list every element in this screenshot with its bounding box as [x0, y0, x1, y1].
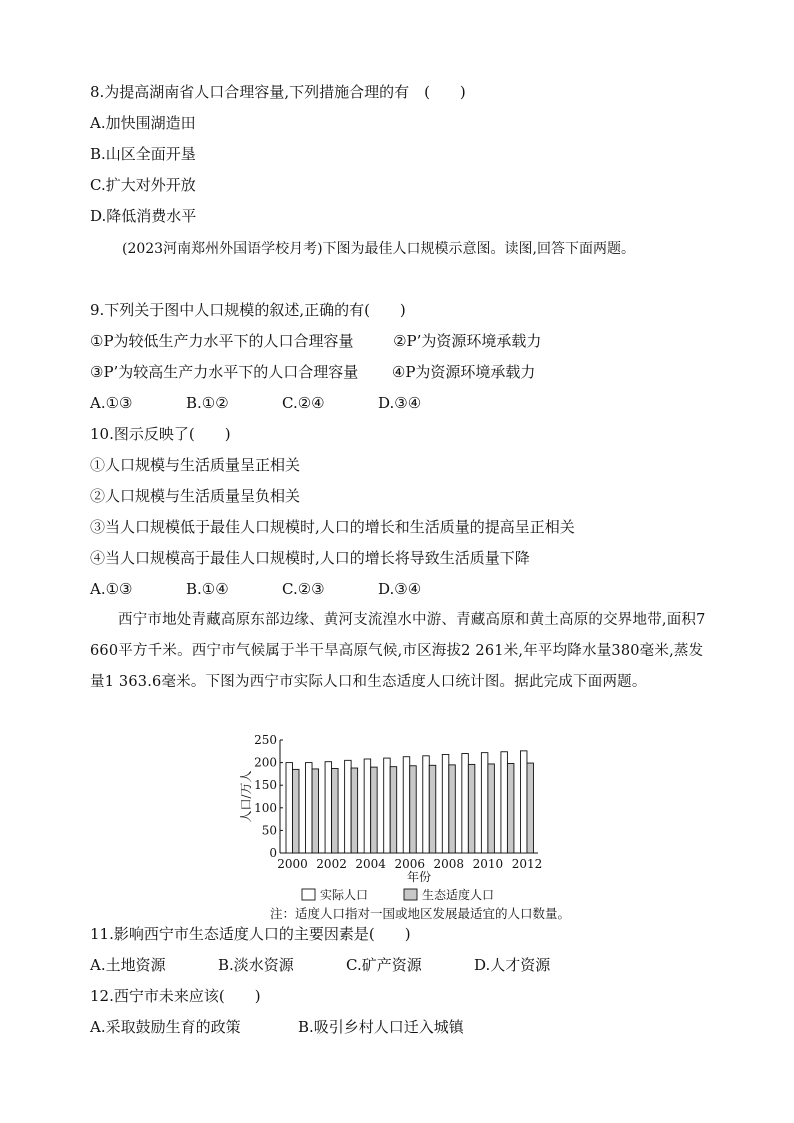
bar-actual-2004 — [364, 759, 371, 853]
bar-actual-2010 — [481, 753, 488, 853]
q9-option-c: C.②④ — [282, 394, 325, 412]
q10-statement-1: ①人口规模与生活质量呈正相关 — [90, 456, 301, 474]
x-tick-label: 2004 — [355, 857, 386, 871]
q8-option-b: B.山区全面开垦 — [90, 145, 196, 163]
q9-statement-1: ①P为较低生产力水平下的人口合理容量 — [90, 332, 354, 350]
q9-statement-row-1 — [90, 331, 541, 351]
intro-text: (2023河南郑州外国语学校月考)下图为最佳人口规模示意图。读图,回答下面两题。 — [122, 241, 636, 257]
bar-actual-2012 — [520, 751, 527, 853]
bar-ecological-2000 — [293, 769, 300, 853]
q9-statement-3: ③P’为较高生产力水平下的人口合理容量 — [90, 363, 359, 381]
y-tick-label: 50 — [261, 823, 277, 838]
bar-actual-2002 — [325, 762, 332, 853]
bar-ecological-2010 — [488, 764, 495, 853]
x-tick-label: 2008 — [433, 857, 465, 871]
q11-option-d: D.人才资源 — [474, 956, 551, 974]
q10-option-b: B.①④ — [186, 580, 229, 598]
bar-ecological-2001 — [312, 769, 319, 853]
bar-actual-2007 — [423, 756, 430, 853]
bar-ecological-2009 — [468, 764, 475, 853]
q9-option-b: B.①② — [186, 394, 229, 412]
bar-ecological-2005 — [390, 767, 397, 853]
q11-options — [90, 955, 550, 975]
q10-statement-3: ③当人口规模低于最佳人口规模时,人口的增长和生活质量的提高呈正相关 — [90, 518, 575, 536]
bar-ecological-2006 — [410, 766, 417, 853]
q8-option-d: D.降低消费水平 — [90, 207, 197, 225]
bar-actual-2005 — [384, 758, 391, 853]
bar-ecological-2003 — [351, 768, 358, 853]
x-tick-label: 2006 — [394, 857, 426, 871]
legend-swatch-actual — [302, 889, 315, 900]
q8-stem: 8.为提高湖南省人口合理容量,下列措施合理的有 ( ) — [90, 83, 466, 101]
y-tick-label: 200 — [254, 755, 277, 770]
legend-label-ecological: 生态适度人口 — [422, 888, 495, 902]
chart-note: 注：适度人口指对一国或地区发展最适宜的人口数量。 — [270, 906, 571, 921]
q10-option-c: C.②③ — [282, 580, 325, 598]
q10-statement-4: ④当人口规模高于最佳人口规模时,人口的增长将导致生活质量下降 — [90, 549, 530, 567]
legend-swatch-ecological — [404, 889, 417, 900]
q10-option-a: A.①③ — [90, 580, 133, 598]
y-tick-label: 150 — [254, 778, 277, 793]
q12-options — [90, 1017, 464, 1037]
q8-option-a: A.加快围湖造田 — [90, 114, 196, 132]
bar-ecological-2007 — [429, 765, 436, 853]
q11-option-a: A.土地资源 — [90, 956, 166, 974]
q10-options — [90, 579, 421, 599]
q9-option-d: D.③④ — [378, 394, 422, 412]
y-tick-label: 100 — [254, 800, 277, 815]
q12-option-a: A.采取鼓励生育的政策 — [90, 1018, 241, 1036]
q11-stem: 11.影响西宁市生态适度人口的主要因素是( ) — [90, 925, 411, 943]
bar-actual-2000 — [286, 763, 293, 853]
q10-statement-2: ②人口规模与生活质量呈负相关 — [90, 487, 301, 505]
q9-statement-4: ④P为资源环境承载力 — [391, 363, 536, 381]
q12-stem: 12.西宁市未来应该( ) — [90, 987, 261, 1005]
bar-actual-2001 — [306, 763, 313, 853]
x-tick-label: 2012 — [511, 857, 543, 871]
x-tick-label: 2002 — [316, 857, 347, 871]
x-tick-label: 2000 — [277, 857, 308, 871]
population-chart — [236, 732, 556, 902]
y-tick-label: 0 — [269, 846, 277, 860]
q9-option-a: A.①③ — [90, 394, 133, 412]
q11-option-c: C.矿产资源 — [346, 956, 422, 974]
y-axis-label: 人口/万人 — [239, 770, 253, 823]
q10-stem: 10.图示反映了( ) — [90, 425, 231, 443]
q8-option-c: C.扩大对外开放 — [90, 176, 196, 194]
q9-statement-2: ②P’为资源环境承载力 — [393, 332, 542, 350]
bar-ecological-2011 — [507, 764, 514, 853]
x-tick-label: 2010 — [472, 857, 504, 871]
passage-text: 西宁市地处青藏高原东部边缘、黄河支流湟水中游、青藏高原和黄土高原的交界地带,面积7 660平方千米。西宁市气候属于半干旱高原气候,市区海拔2 261米,年平均降水量380毫米,蒸发量1 363.6毫米。下图为西宁市实际人口和生态适度人口统计图。据此完成下面两题。 — [90, 612, 706, 690]
bar-ecological-2004 — [371, 767, 378, 853]
q9-stem: 9.下列关于图中人口规模的叙述,正确的有( ) — [90, 301, 406, 319]
bar-actual-2009 — [462, 754, 469, 853]
bar-ecological-2012 — [527, 763, 534, 853]
q11-option-b: B.淡水资源 — [218, 956, 294, 974]
legend-label-actual: 实际人口 — [320, 888, 369, 902]
q9-options — [90, 393, 421, 413]
bar-actual-2003 — [345, 760, 352, 853]
q12-option-b: B.吸引乡村人口迁入城镇 — [298, 1018, 464, 1036]
x-axis-label: 年份 — [406, 870, 432, 884]
bar-ecological-2002 — [332, 768, 339, 853]
bar-actual-2006 — [403, 757, 410, 853]
q10-option-d: D.③④ — [378, 580, 422, 598]
q9-statement-row-2 — [90, 362, 535, 382]
bar-actual-2011 — [501, 752, 508, 853]
bar-ecological-2008 — [449, 765, 456, 853]
bar-actual-2008 — [442, 754, 449, 853]
y-tick-label: 250 — [254, 733, 277, 747]
